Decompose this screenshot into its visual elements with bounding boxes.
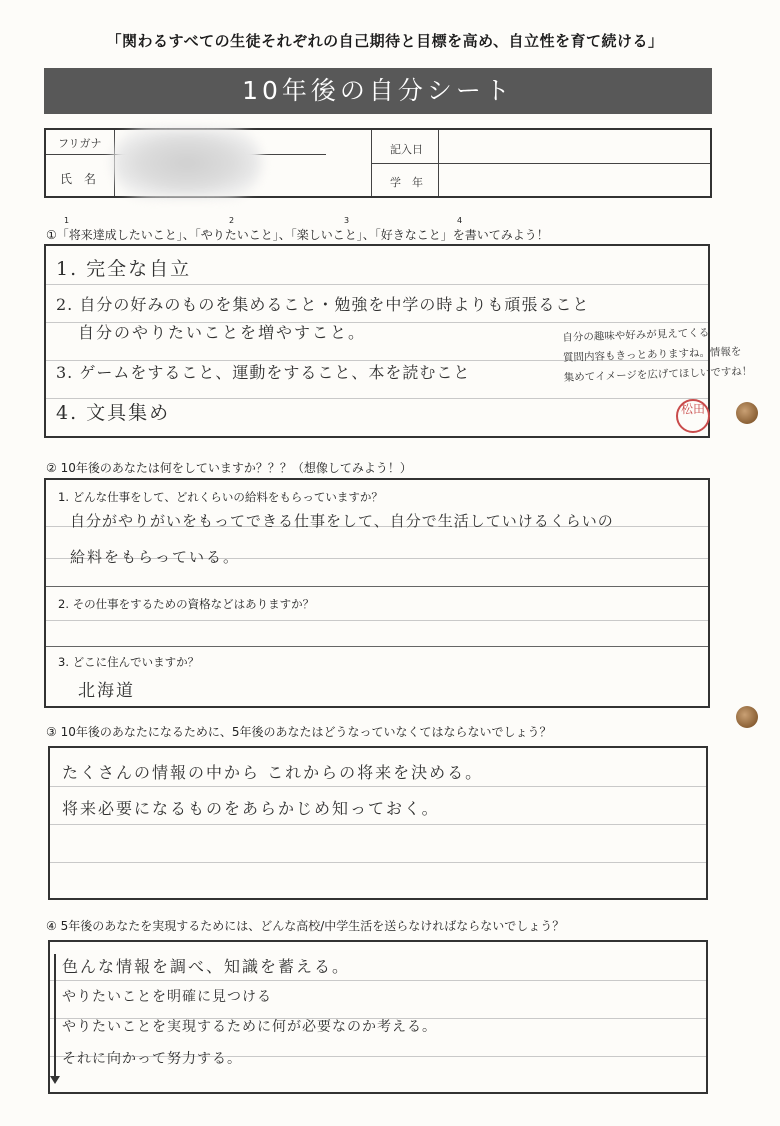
name-label: 氏 名 <box>60 172 97 186</box>
q4-answer-line: それに向かって努力する。 <box>62 1051 242 1067</box>
question-2: ② 10年後のあなたは何をしていますか？？？（想像してみよう！） <box>46 461 412 475</box>
q1-marker-1: 1 <box>64 216 70 225</box>
q1-answer-line: 1. 完全な自立 <box>56 258 192 280</box>
question-4: ④ 5年後のあなたを実現するためには、どんな高校/中学生活を送らなければならないでしょう？ <box>46 919 565 933</box>
q4-answer-line: やりたいことを明確に見つける <box>62 989 272 1005</box>
redacted-name <box>112 128 262 198</box>
grade-label: 学 年 <box>390 176 423 189</box>
q1-marker-2: 2 <box>229 216 235 225</box>
q1-answer-line: 自分のやりたいことを増やすこと。 <box>78 323 367 342</box>
q4-answer-line: 色んな情報を調べ、知識を蓄える。 <box>62 957 351 976</box>
q1-answer-line: 3. ゲームをすること、運動をすること、本を読むこと <box>56 363 471 382</box>
teacher-comment-line: 集めてイメージを広げてほしいですね！ <box>563 365 753 384</box>
teacher-comment <box>562 321 753 388</box>
q1-answer-line: 2. 自分の好みのものを集めること・勉強を中学の時よりも頑張ること <box>56 295 590 314</box>
binder-hole <box>736 706 758 728</box>
motto-text: 「関わるすべての生徒それぞれの自己期待と目標を高め、自立性を育て続ける」 <box>106 32 664 50</box>
q1-marker-3: 3 <box>344 216 350 225</box>
q1-answer-line: 4. 文具集め <box>56 402 171 424</box>
teacher-comment-line: 自分の趣味や好みが見えてくる <box>562 326 710 344</box>
question-1: ①「将来達成したいこと」、「やりたいこと」、「楽しいこと」、「好きなこと」を書いてみよう！ <box>46 228 549 242</box>
arrow-head-icon <box>50 1076 60 1084</box>
q2-sub1-answer: 給料をもらっている。 <box>70 548 241 566</box>
q2-sub2-label: 2. その仕事をするための資格などはありますか？ <box>58 597 315 611</box>
q2-sub1-answer: 自分がやりがいをもってできる仕事をして、自分で生活していけるくらいの <box>70 512 614 530</box>
furigana-label: フリガナ <box>58 137 102 150</box>
q1-marker-4: 4 <box>457 216 463 225</box>
q4-answer-line: やりたいことを実現するために何が必要なのか考える。 <box>62 1019 437 1035</box>
q2-sub3-label: 3. どこに住んでいますか？ <box>58 655 200 669</box>
teacher-comment-line: 質問内容もきっとありますね。情報を <box>562 345 742 364</box>
q2-sub1-label: 1. どんな仕事をして、どれくらいの給料をもらっていますか？ <box>58 490 383 504</box>
teacher-stamp: 松田 <box>676 399 710 433</box>
sheet-title: 10年後の自分シート <box>44 68 712 114</box>
date-label: 記入日 <box>390 143 423 156</box>
hand-drawn-arrow <box>54 954 56 1078</box>
q3-answer-line: 将来必要になるものをあらかじめ知っておく。 <box>62 799 440 818</box>
q2-sub3-answer: 北海道 <box>78 681 135 701</box>
q3-answer-line: たくさんの情報の中から これからの将来を決める。 <box>62 763 484 782</box>
binder-hole <box>736 402 758 424</box>
question-3: ③ 10年後のあなたになるために、5年後のあなたはどうなっていなくてはならないでしょう？ <box>46 725 552 739</box>
